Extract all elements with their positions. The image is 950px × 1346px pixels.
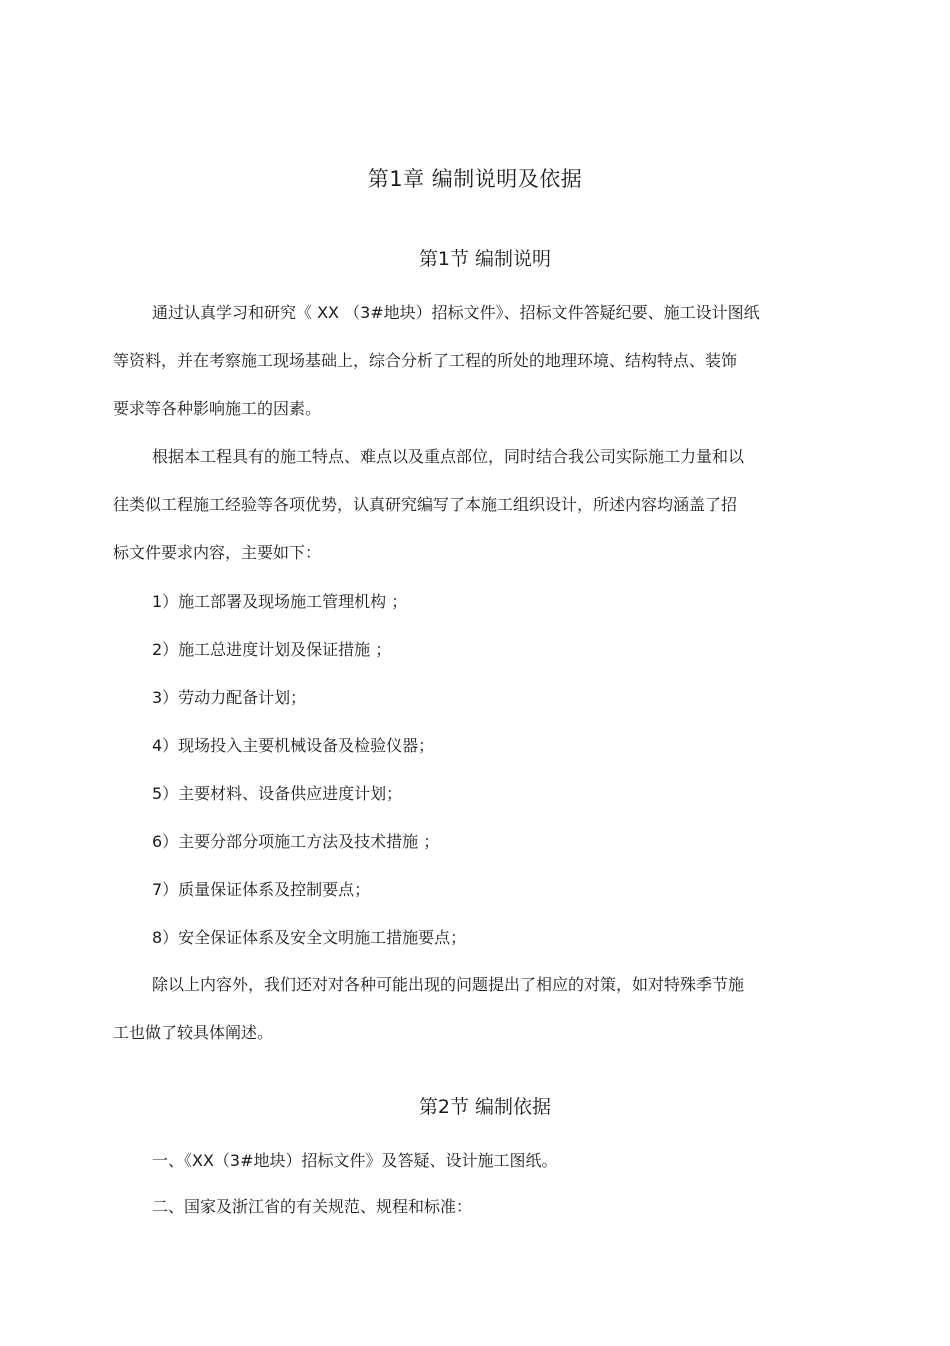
para2-line-3: 标文件要求内容，主要如下：: [113, 543, 322, 562]
list-item-3: 3）劳动力配备计划；: [152, 688, 307, 707]
para1-line-1: 通过认真学习和研究《 XX （3#地块）招标文件》、招标文件答疑纪要、施工设计图纸: [152, 303, 760, 322]
chapter-title: 第1章 编制说明及依据: [367, 167, 583, 191]
para3-line-1: 除以上内容外，我们还对对各种可能出现的问题提出了相应的对策，如对特殊季节施: [152, 975, 745, 994]
list-item-5: 5）主要材料、设备供应进度计划；: [152, 784, 403, 803]
list-item-6: 6）主要分部分项施工方法及技术措施 ；: [152, 832, 440, 851]
para2-line-1: 根据本工程具有的施工特点、难点以及重点部位，同时结合我公司实际施工力量和以: [152, 447, 745, 466]
section2-title: 第2节 编制依据: [418, 1096, 552, 1118]
list-item-7: 7）质量保证体系及控制要点；: [152, 880, 371, 899]
list-item-4: 4）现场投入主要机械设备及检验仪器；: [152, 736, 435, 755]
list-item-8: 8）安全保证体系及安全文明施工措施要点；: [152, 928, 467, 947]
para3-line-2: 工也做了较具体阐述。: [113, 1023, 274, 1042]
para2-line-2: 往类似工程施工经验等各项优势，认真研究编写了本施工组织设计，所述内容均涵盖了招: [113, 495, 738, 514]
basis-item-1: 一、《XX（3#地块）招标文件》及答疑、设计施工图纸。: [152, 1151, 558, 1170]
list-item-2: 2）施工总进度计划及保证措施 ；: [152, 640, 392, 659]
list-item-1: 1）施工部署及现场施工管理机构 ；: [152, 592, 408, 611]
section1-title: 第1节 编制说明: [418, 248, 552, 270]
basis-item-2: 二、国家及浙江省的有关规范、规程和标准：: [152, 1197, 473, 1216]
para1-line-2: 等资料，并在考察施工现场基础上，综合分析了工程的所处的地理环境、结构特点、装饰: [113, 351, 738, 370]
para1-line-3: 要求等各种影响施工的因素。: [113, 399, 322, 418]
